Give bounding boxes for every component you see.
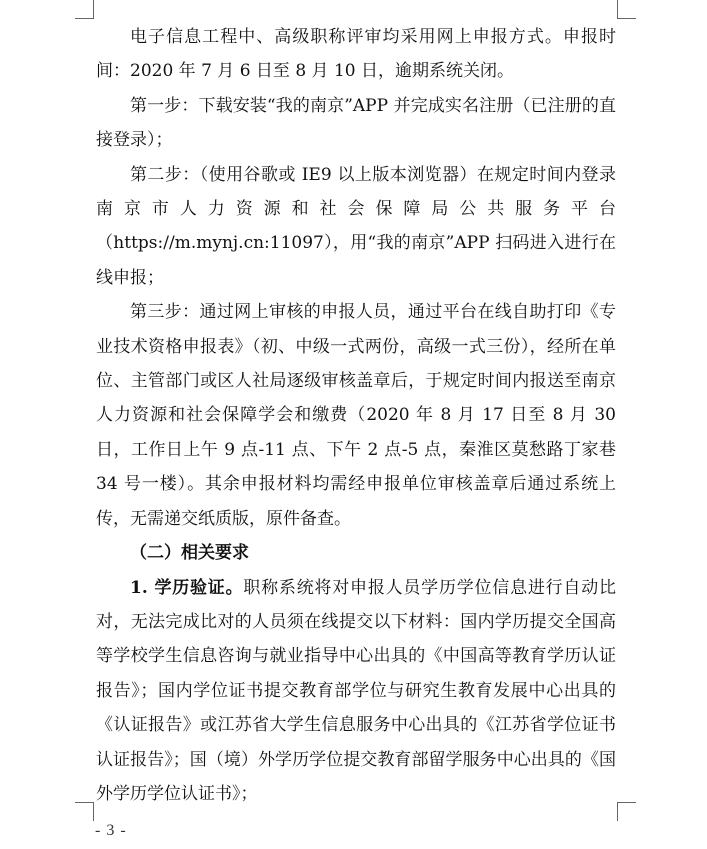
crop-mark-bottom-right: [617, 802, 636, 821]
crop-mark-top-left: [75, 0, 94, 19]
paragraph-step-one: 第一步：下载安装“我的南京”APP 并完成实名注册（已注册的直接登录）；: [96, 95, 616, 151]
paragraph-step-two: 第二步：（使用谷歌或 IE9 以上版本浏览器）在规定时间内登录南京市人力资源和社会保障局公共服务平台（https://m.mynj.cn:11097），用“我的南京”APP 扫码进入进行在线申报；: [96, 164, 616, 288]
paragraph-item-1: [96, 571, 616, 812]
item-1-lead: 1. 学历验证。: [130, 577, 244, 598]
section-title: （二）相关要求: [130, 543, 249, 564]
paragraph-application-method: 电子信息工程中、高级职称评审均采用网上申报方式。申报时间：2020 年 7 月 6 日至 8 月 10 日，逾期系统关闭。: [96, 27, 616, 82]
crop-mark-bottom-left: [75, 802, 94, 821]
item-1-text: 职称系统将对申报人员学历学位信息进行自动比对，无法完成比对的人员须在线提交以下材料：国内学历提交全国高等学校学生信息咨询与就业指导中心出具的《中国高等教育学历认证报告》；国内学位证书提交教育部学位与研究生教育发展中心出具的《认证报告》或江苏省大学生信息服务中心出具的《江苏省学位证书认证报告》；国（境）外学历学位提交教育部留学服务中心出具的《国外学历学位认证书》；: [96, 577, 616, 804]
paragraph-step-three: 第三步：通过网上审核的申报人员，通过平台在线自助打印《专业技术资格申报表》（初、中级一式两份，高级一式三份），经所在单位、主管部门或区人社局逐级审核盖章后，于规定时间内报送至南京人力资源和社会保障学会和缴费（2020 年 8 月 17 日至 8 月 30 日，工作日上午 9 点-11 点、下午 2 点-5 点，秦淮区莫愁路丁家巷 34 号一楼）。其余申报材料均需经申报单位审核盖章后通过系统上传，无需递交纸质版，原件备查。: [96, 302, 616, 529]
page-number: - 3 -: [95, 822, 127, 839]
document-body: [96, 20, 616, 811]
crop-mark-top-right: [617, 0, 636, 19]
